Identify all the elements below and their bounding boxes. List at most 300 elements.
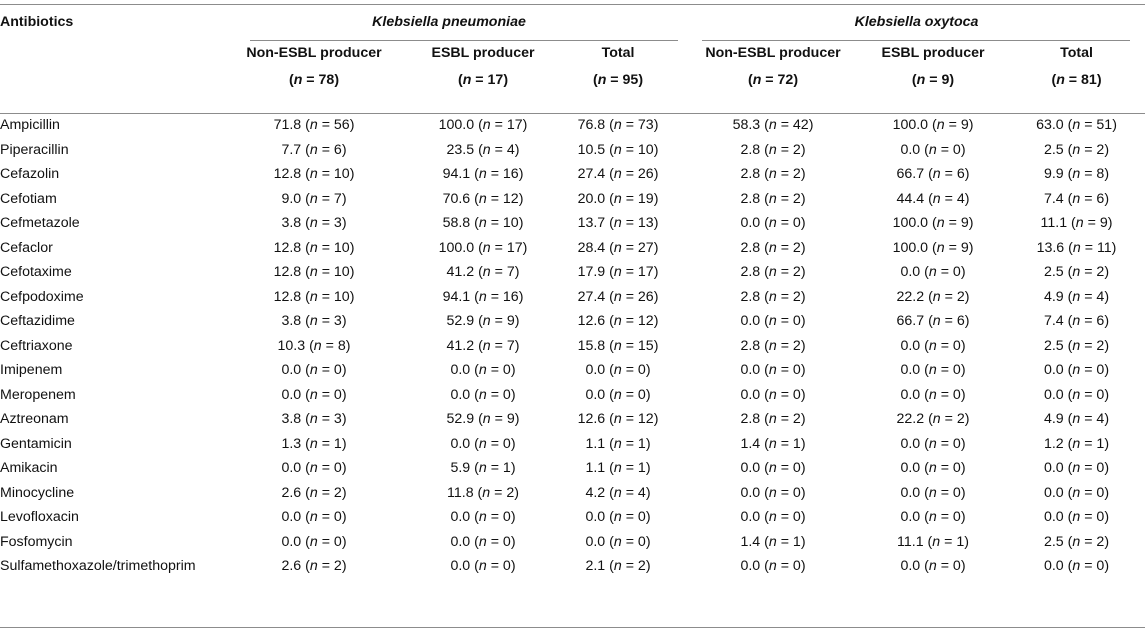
table-cell: 0.0 (n = 0): [740, 484, 806, 501]
percent-value: 20.0: [577, 190, 606, 207]
percent-value: 100.0: [892, 215, 929, 232]
percent-value: 0.0: [740, 313, 761, 330]
count-value: 0: [792, 558, 801, 575]
table-cell: 1.1 (n = 1): [585, 435, 651, 452]
count-value: 7: [333, 190, 342, 207]
percent-value: 2.8: [740, 411, 761, 428]
table-cell: 100.0 (n = 17): [438, 239, 528, 256]
percent-value: 1.2: [1043, 435, 1064, 452]
percent-value: 10.3: [277, 337, 306, 354]
table-cell: 27.4 (n = 26): [577, 166, 659, 183]
table-cell: 2.1 (n = 2): [585, 558, 651, 575]
table-cell: 70.6 (n = 12): [442, 190, 524, 207]
table-cell: 23.5 (n = 4): [446, 141, 520, 158]
table-cell: 2.5 (n = 2): [1043, 264, 1110, 281]
percent-value: 1.1: [585, 435, 606, 452]
percent-value: 5.9: [450, 460, 471, 477]
percent-value: 0.0: [450, 509, 471, 526]
table-cell: 7.4 (n = 6): [1043, 313, 1110, 330]
count-value: 26: [637, 288, 654, 305]
count-value: 9: [506, 411, 515, 428]
count-value: 3: [333, 411, 342, 428]
percent-value: 1.1: [585, 460, 606, 477]
count-value: 0: [952, 435, 961, 452]
subheader: Total (n = 81): [1051, 45, 1102, 88]
table-cell: 0.0 (n = 0): [900, 264, 966, 281]
percent-value: 2.8: [740, 288, 761, 305]
percent-value: 94.1: [442, 288, 471, 305]
count-value: 6: [956, 313, 965, 330]
percent-value: 17.9: [577, 264, 606, 281]
subheader: ESBL producer (n = 17): [431, 45, 535, 88]
table-cell: 0.0 (n = 0): [740, 215, 806, 232]
table-cell: 0.0 (n = 0): [900, 386, 966, 403]
percent-value: 2.8: [740, 337, 761, 354]
table-cell: 71.8 (n = 56): [273, 117, 355, 134]
table-cell: 0.0 (n = 0): [900, 484, 966, 501]
count-value: 10: [333, 166, 350, 183]
table-cell: 94.1 (n = 16): [442, 166, 524, 183]
count-value: 0: [637, 509, 646, 526]
table-cell: 41.2 (n = 7): [446, 337, 520, 354]
table-cell: 44.4 (n = 4): [896, 190, 970, 207]
table-cell: 0.0 (n = 0): [740, 386, 806, 403]
percent-value: 76.8: [577, 117, 606, 134]
count-value: 1: [792, 435, 801, 452]
percent-value: 0.0: [740, 386, 761, 403]
percent-value: 27.4: [577, 166, 606, 183]
count-value: 6: [956, 166, 965, 183]
table-cell: 1.3 (n = 1): [281, 435, 347, 452]
percent-value: 1.3: [281, 435, 302, 452]
percent-value: 2.5: [1043, 337, 1064, 354]
count-value: 9: [1099, 215, 1108, 232]
percent-value: 94.1: [442, 166, 471, 183]
count-value: 2: [333, 558, 342, 575]
count-value: 4: [1096, 411, 1105, 428]
table-cell: 2.8 (n = 2): [740, 264, 806, 281]
table-row: [0, 407, 1145, 432]
count-value: 0: [1096, 386, 1105, 403]
antibiotic-name: Ceftriaxone: [0, 337, 73, 354]
table-cell: 0.0 (n = 0): [900, 362, 966, 379]
count-value: 1: [1096, 435, 1105, 452]
table-cell: 12.8 (n = 10): [273, 288, 355, 305]
antibiotic-name: Cefmetazole: [0, 215, 80, 232]
count-value: 3: [333, 215, 342, 232]
count-value: 0: [792, 509, 801, 526]
count-value: 0: [792, 313, 801, 330]
percent-value: 0.0: [900, 386, 921, 403]
percent-value: 66.7: [896, 313, 925, 330]
count-value: 0: [952, 484, 961, 501]
table-cell: 5.9 (n = 1): [450, 460, 516, 477]
table-cell: 12.6 (n = 12): [577, 313, 659, 330]
table-cell: 0.0 (n = 0): [281, 509, 347, 526]
percent-value: 1.4: [740, 533, 761, 550]
percent-value: 22.2: [896, 288, 925, 305]
percent-value: 0.0: [450, 362, 471, 379]
table-cell: 2.5 (n = 2): [1043, 337, 1110, 354]
count-value: 0: [502, 558, 511, 575]
antibiotic-name: Cefotiam: [0, 190, 57, 207]
percent-value: 0.0: [1043, 509, 1064, 526]
count-value: 6: [1096, 190, 1105, 207]
table-row: [0, 211, 1145, 236]
count-value: 0: [333, 509, 342, 526]
table-cell: 58.8 (n = 10): [442, 215, 524, 232]
percent-value: 2.1: [585, 558, 606, 575]
percent-value: 13.7: [577, 215, 606, 232]
count-value: 2: [1096, 141, 1105, 158]
percent-value: 4.2: [585, 484, 606, 501]
count-value: 19: [637, 190, 654, 207]
table-cell: 2.8 (n = 2): [740, 239, 806, 256]
table-cell: 2.5 (n = 2): [1043, 141, 1110, 158]
percent-value: 12.8: [273, 166, 302, 183]
table-cell: 0.0 (n = 0): [740, 558, 806, 575]
table-row: [0, 530, 1145, 555]
count-value: 1: [956, 533, 965, 550]
antibiotic-name: Fosfomycin: [0, 533, 73, 550]
table-cell: 52.9 (n = 9): [446, 411, 520, 428]
table-cell: 11.1 (n = 9): [1040, 215, 1113, 232]
percent-value: 4.9: [1043, 411, 1064, 428]
table-cell: 94.1 (n = 16): [442, 288, 524, 305]
count-value: 73: [637, 117, 654, 134]
count-value: 0: [1096, 484, 1105, 501]
count-value: 2: [792, 411, 801, 428]
table-cell: 0.0 (n = 0): [281, 533, 347, 550]
percent-value: 22.2: [896, 411, 925, 428]
table-row: [0, 554, 1145, 579]
percent-value: 2.5: [1043, 141, 1064, 158]
percent-value: 11.8: [447, 484, 474, 501]
antibiotic-resistance-table: [0, 4, 1145, 579]
count-value: 16: [502, 288, 519, 305]
count-value: 0: [952, 141, 961, 158]
antibiotics-header: Antibiotics: [0, 14, 74, 30]
count-value: 0: [502, 362, 511, 379]
table-row: [0, 456, 1145, 481]
percent-value: 0.0: [900, 435, 921, 452]
count-value: 0: [1096, 558, 1105, 575]
count-value: 16: [502, 166, 519, 183]
count-value: 1: [792, 533, 801, 550]
percent-value: 0.0: [740, 362, 761, 379]
table-cell: 0.0 (n = 0): [585, 362, 651, 379]
table-cell: 11.8 (n = 2): [447, 484, 519, 501]
percent-value: 0.0: [740, 558, 761, 575]
count-value: 0: [1096, 509, 1105, 526]
count-value: 0: [952, 386, 961, 403]
count-value: 0: [502, 533, 511, 550]
count-value: 0: [952, 264, 961, 281]
group-header-oxytoca: Klebsiella oxytoca: [854, 14, 979, 30]
antibiotic-name: Sulfamethoxazole/trimethoprim: [0, 558, 196, 575]
percent-value: 1.4: [740, 435, 761, 452]
table-cell: 0.0 (n = 0): [585, 509, 651, 526]
percent-value: 23.5: [446, 141, 475, 158]
percent-value: 9.9: [1043, 166, 1064, 183]
percent-value: 3.8: [281, 215, 302, 232]
table-cell: 15.8 (n = 15): [577, 337, 659, 354]
count-value: 2: [1096, 533, 1105, 550]
table-cell: 20.0 (n = 19): [577, 190, 659, 207]
percent-value: 71.8: [273, 117, 302, 134]
percent-value: 0.0: [900, 484, 921, 501]
percent-value: 2.8: [740, 166, 761, 183]
count-value: 4: [1096, 288, 1105, 305]
count-value: 3: [333, 313, 342, 330]
count-value: 4: [637, 484, 646, 501]
table-cell: 1.4 (n = 1): [740, 533, 806, 550]
percent-value: 0.0: [1043, 558, 1064, 575]
percent-value: 52.9: [446, 313, 475, 330]
percent-value: 0.0: [900, 558, 921, 575]
percent-value: 0.0: [1043, 484, 1064, 501]
table-cell: 10.5 (n = 10): [577, 141, 659, 158]
table-row: [0, 162, 1145, 187]
table-cell: 0.0 (n = 0): [900, 558, 966, 575]
count-value: 2: [792, 337, 801, 354]
percent-value: 27.4: [577, 288, 606, 305]
percent-value: 12.6: [577, 313, 606, 330]
table-cell: 0.0 (n = 0): [740, 313, 806, 330]
table-cell: 0.0 (n = 0): [585, 386, 651, 403]
subheader-row: [0, 40, 1145, 113]
table-cell: 12.6 (n = 12): [577, 411, 659, 428]
group-header-pneumoniae: Klebsiella pneumoniae: [372, 14, 526, 30]
count-value: 0: [792, 215, 801, 232]
table-cell: 76.8 (n = 73): [577, 117, 659, 134]
count-value: 13: [637, 215, 654, 232]
percent-value: 0.0: [585, 362, 606, 379]
count-value: 27: [637, 239, 654, 256]
percent-value: 52.9: [446, 411, 475, 428]
antibiotic-name: Ceftazidime: [0, 313, 75, 330]
percent-value: 41.2: [446, 264, 475, 281]
percent-value: 0.0: [740, 215, 761, 232]
percent-value: 12.6: [577, 411, 606, 428]
table-cell: 9.9 (n = 8): [1043, 166, 1110, 183]
percent-value: 7.4: [1043, 190, 1064, 207]
subheader: Total (n = 95): [592, 45, 644, 88]
count-value: 1: [637, 435, 646, 452]
table-cell: 0.0 (n = 0): [1043, 386, 1110, 403]
percent-value: 4.9: [1043, 288, 1064, 305]
table-cell: 0.0 (n = 0): [281, 460, 347, 477]
table-cell: 2.8 (n = 2): [740, 141, 806, 158]
table-cell: 0.0 (n = 0): [281, 386, 347, 403]
table-cell: 41.2 (n = 7): [446, 264, 520, 281]
percent-value: 0.0: [281, 460, 302, 477]
percent-value: 0.0: [900, 337, 921, 354]
count-value: 2: [956, 288, 965, 305]
table-cell: 2.8 (n = 2): [740, 288, 806, 305]
table-cell: 2.8 (n = 2): [740, 190, 806, 207]
percent-value: 41.2: [446, 337, 475, 354]
table-row: [0, 138, 1145, 163]
table-row: [0, 481, 1145, 506]
percent-value: 11.1: [897, 533, 924, 550]
table-cell: 0.0 (n = 0): [450, 435, 516, 452]
count-value: 0: [952, 362, 961, 379]
table-cell: 12.8 (n = 10): [273, 264, 355, 281]
count-value: 0: [952, 460, 961, 477]
table-cell: 13.7 (n = 13): [577, 215, 659, 232]
table-cell: 0.0 (n = 0): [900, 435, 966, 452]
table-cell: 58.3 (n = 42): [732, 117, 814, 134]
table-cell: 100.0 (n = 17): [438, 117, 528, 134]
table-cell: 1.4 (n = 1): [740, 435, 806, 452]
table-row: [0, 432, 1145, 457]
count-value: 0: [502, 509, 511, 526]
count-value: 9: [506, 313, 515, 330]
percent-value: 66.7: [896, 166, 925, 183]
table-cell: 0.0 (n = 0): [281, 362, 347, 379]
count-value: 8: [337, 337, 346, 354]
table-cell: 17.9 (n = 17): [577, 264, 659, 281]
antibiotic-name: Meropenem: [0, 386, 76, 403]
antibiotic-name: Cefotaxime: [0, 264, 72, 281]
antibiotic-name: Aztreonam: [0, 411, 69, 428]
table-cell: 0.0 (n = 0): [450, 509, 516, 526]
percent-value: 0.0: [450, 533, 471, 550]
table-cell: 63.0 (n = 51): [1036, 117, 1117, 134]
count-value: 17: [506, 117, 523, 134]
count-value: 2: [956, 411, 965, 428]
count-value: 12: [637, 313, 654, 330]
table-cell: 0.0 (n = 0): [900, 141, 966, 158]
table-row: [0, 113, 1145, 138]
antibiotic-name: Amikacin: [0, 460, 58, 477]
percent-value: 2.5: [1043, 264, 1064, 281]
percent-value: 2.8: [740, 141, 761, 158]
count-value: 56: [333, 117, 350, 134]
count-value: 2: [1096, 337, 1105, 354]
table-cell: 0.0 (n = 0): [1043, 558, 1110, 575]
percent-value: 0.0: [900, 141, 921, 158]
table-cell: 100.0 (n = 9): [892, 117, 974, 134]
count-value: 8: [1096, 166, 1105, 183]
percent-value: 0.0: [740, 484, 761, 501]
table-row: [0, 358, 1145, 383]
count-value: 0: [333, 460, 342, 477]
percent-value: 63.0: [1036, 117, 1064, 134]
count-value: 10: [333, 239, 350, 256]
table-cell: 2.6 (n = 2): [281, 484, 347, 501]
count-value: 0: [792, 362, 801, 379]
table-cell: 52.9 (n = 9): [446, 313, 520, 330]
count-value: 2: [792, 288, 801, 305]
count-value: 0: [333, 362, 342, 379]
count-value: 0: [792, 386, 801, 403]
table-body: [0, 113, 1145, 579]
count-value: 1: [502, 460, 511, 477]
table-cell: 11.1 (n = 1): [897, 533, 969, 550]
table-row: [0, 309, 1145, 334]
percent-value: 3.8: [281, 411, 302, 428]
count-value: 12: [502, 190, 519, 207]
table-cell: 1.2 (n = 1): [1043, 435, 1110, 452]
table-cell: 0.0 (n = 0): [900, 509, 966, 526]
count-value: 0: [792, 460, 801, 477]
table-cell: 4.2 (n = 4): [585, 484, 651, 501]
percent-value: 0.0: [585, 509, 606, 526]
percent-value: 0.0: [900, 362, 921, 379]
table-cell: 12.8 (n = 10): [273, 166, 355, 183]
percent-value: 100.0: [892, 117, 929, 134]
percent-value: 2.8: [740, 264, 761, 281]
table-cell: 2.5 (n = 2): [1043, 533, 1110, 550]
table-cell: 0.0 (n = 0): [740, 509, 806, 526]
percent-value: 0.0: [900, 460, 921, 477]
count-value: 2: [792, 264, 801, 281]
percent-value: 7.7: [281, 141, 302, 158]
percent-value: 0.0: [281, 509, 302, 526]
count-value: 4: [506, 141, 515, 158]
count-value: 1: [333, 435, 342, 452]
count-value: 0: [952, 558, 961, 575]
percent-value: 0.0: [900, 509, 921, 526]
percent-value: 0.0: [1043, 386, 1064, 403]
count-value: 6: [333, 141, 342, 158]
table-cell: 4.9 (n = 4): [1043, 411, 1110, 428]
table-cell: 0.0 (n = 0): [900, 337, 966, 354]
percent-value: 28.4: [577, 239, 606, 256]
table-row: [0, 236, 1145, 261]
table-cell: 3.8 (n = 3): [281, 215, 347, 232]
table-cell: 9.0 (n = 7): [281, 190, 347, 207]
table-cell: 100.0 (n = 9): [892, 239, 974, 256]
percent-value: 2.6: [281, 484, 302, 501]
percent-value: 13.6: [1036, 239, 1065, 256]
table-cell: 0.0 (n = 0): [585, 533, 651, 550]
table-cell: 3.8 (n = 3): [281, 411, 347, 428]
table-cell: 0.0 (n = 0): [1043, 362, 1110, 379]
antibiotic-name: Cefazolin: [0, 166, 60, 183]
subheader: ESBL producer (n = 9): [881, 45, 985, 88]
count-value: 1: [637, 460, 646, 477]
count-value: 10: [333, 264, 350, 281]
percent-value: 2.8: [740, 239, 761, 256]
table-cell: 1.1 (n = 1): [585, 460, 651, 477]
table-cell: 2.8 (n = 2): [740, 337, 806, 354]
table-cell: 7.4 (n = 6): [1043, 190, 1110, 207]
count-value: 0: [502, 386, 511, 403]
count-value: 0: [637, 362, 646, 379]
count-value: 6: [1096, 313, 1105, 330]
percent-value: 12.8: [273, 264, 302, 281]
percent-value: 2.5: [1043, 533, 1064, 550]
table-bottom-rule: [0, 627, 1145, 628]
table-cell: 0.0 (n = 0): [450, 386, 516, 403]
percent-value: 12.8: [273, 239, 302, 256]
table-cell: 28.4 (n = 27): [577, 239, 659, 256]
count-value: 2: [792, 166, 801, 183]
percent-value: 0.0: [281, 533, 302, 550]
table-row: [0, 187, 1145, 212]
percent-value: 58.8: [442, 215, 471, 232]
table-cell: 22.2 (n = 2): [896, 288, 970, 305]
percent-value: 0.0: [740, 509, 761, 526]
count-value: 2: [506, 484, 515, 501]
percent-value: 0.0: [450, 558, 471, 575]
count-value: 2: [792, 141, 801, 158]
count-value: 0: [333, 386, 342, 403]
count-value: 0: [637, 533, 646, 550]
